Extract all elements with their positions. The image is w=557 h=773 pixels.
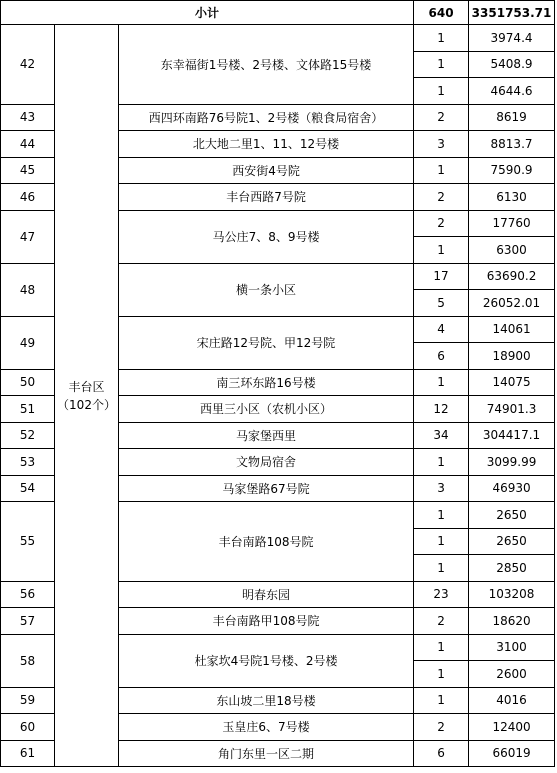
area-value: 17760 bbox=[469, 210, 555, 237]
community-name: 丰台南路108号院 bbox=[119, 502, 414, 582]
unit-count: 2 bbox=[414, 210, 469, 237]
row-number: 50 bbox=[1, 369, 55, 396]
summary-row bbox=[1, 1, 555, 25]
area-value: 7590.9 bbox=[469, 157, 555, 184]
community-name: 丰台西路7号院 bbox=[119, 184, 414, 211]
unit-count: 17 bbox=[414, 263, 469, 290]
community-name: 西安街4号院 bbox=[119, 157, 414, 184]
unit-count: 1 bbox=[414, 502, 469, 529]
district-cell bbox=[55, 25, 119, 767]
row-number: 49 bbox=[1, 316, 55, 369]
unit-count: 3 bbox=[414, 475, 469, 502]
unit-count: 6 bbox=[414, 740, 469, 767]
community-name: 马家堡西里 bbox=[119, 422, 414, 449]
row-number: 51 bbox=[1, 396, 55, 423]
unit-count: 1 bbox=[414, 51, 469, 78]
row-number: 56 bbox=[1, 581, 55, 608]
area-value: 2850 bbox=[469, 555, 555, 582]
row-number: 59 bbox=[1, 687, 55, 714]
area-value: 18900 bbox=[469, 343, 555, 370]
community-name: 宋庄路12号院、甲12号院 bbox=[119, 316, 414, 369]
community-name: 东幸福街1号楼、2号楼、文体路15号楼 bbox=[119, 25, 414, 105]
community-name: 南三环东路16号楼 bbox=[119, 369, 414, 396]
area-value: 14075 bbox=[469, 369, 555, 396]
summary-label: 小计 bbox=[1, 1, 414, 25]
row-number: 48 bbox=[1, 263, 55, 316]
unit-count: 1 bbox=[414, 25, 469, 52]
area-value: 14061 bbox=[469, 316, 555, 343]
area-value: 6130 bbox=[469, 184, 555, 211]
row-number: 58 bbox=[1, 634, 55, 687]
table-row bbox=[1, 25, 555, 52]
row-number: 44 bbox=[1, 131, 55, 158]
unit-count: 23 bbox=[414, 581, 469, 608]
unit-count: 1 bbox=[414, 661, 469, 688]
unit-count: 12 bbox=[414, 396, 469, 423]
community-name: 横一条小区 bbox=[119, 263, 414, 316]
area-value: 4016 bbox=[469, 687, 555, 714]
unit-count: 2 bbox=[414, 184, 469, 211]
area-value: 6300 bbox=[469, 237, 555, 264]
unit-count: 1 bbox=[414, 528, 469, 555]
unit-count: 2 bbox=[414, 608, 469, 635]
area-value: 66019 bbox=[469, 740, 555, 767]
unit-count: 1 bbox=[414, 78, 469, 105]
row-number: 53 bbox=[1, 449, 55, 476]
unit-count: 1 bbox=[414, 369, 469, 396]
community-name: 明春东园 bbox=[119, 581, 414, 608]
row-number: 61 bbox=[1, 740, 55, 767]
community-name: 角门东里一区二期 bbox=[119, 740, 414, 767]
row-number: 47 bbox=[1, 210, 55, 263]
unit-count: 3 bbox=[414, 131, 469, 158]
unit-count: 1 bbox=[414, 237, 469, 264]
community-name: 马公庄7、8、9号楼 bbox=[119, 210, 414, 263]
area-value: 12400 bbox=[469, 714, 555, 741]
community-name: 玉皇庄6、7号楼 bbox=[119, 714, 414, 741]
row-number: 43 bbox=[1, 104, 55, 131]
unit-count: 34 bbox=[414, 422, 469, 449]
unit-count: 4 bbox=[414, 316, 469, 343]
unit-count: 2 bbox=[414, 104, 469, 131]
community-name: 西四环南路76号院1、2号楼（粮食局宿舍） bbox=[119, 104, 414, 131]
district-note: （102个） bbox=[57, 397, 116, 412]
area-value: 3099.99 bbox=[469, 449, 555, 476]
area-value: 304417.1 bbox=[469, 422, 555, 449]
community-name: 丰台南路甲108号院 bbox=[119, 608, 414, 635]
unit-count: 1 bbox=[414, 449, 469, 476]
area-value: 2650 bbox=[469, 528, 555, 555]
community-name: 北大地二里1、11、12号楼 bbox=[119, 131, 414, 158]
table-body bbox=[1, 1, 555, 767]
area-value: 5408.9 bbox=[469, 51, 555, 78]
area-value: 2600 bbox=[469, 661, 555, 688]
area-value: 46930 bbox=[469, 475, 555, 502]
area-value: 2650 bbox=[469, 502, 555, 529]
area-value: 8619 bbox=[469, 104, 555, 131]
unit-count: 2 bbox=[414, 714, 469, 741]
summary-count: 640 bbox=[414, 1, 469, 25]
community-name: 东山坡二里18号楼 bbox=[119, 687, 414, 714]
area-value: 3974.4 bbox=[469, 25, 555, 52]
area-value: 18620 bbox=[469, 608, 555, 635]
row-number: 46 bbox=[1, 184, 55, 211]
area-value: 3100 bbox=[469, 634, 555, 661]
unit-count: 1 bbox=[414, 157, 469, 184]
summary-total: 3351753.71 bbox=[469, 1, 555, 25]
district-label bbox=[55, 378, 118, 414]
community-name: 马家堡路67号院 bbox=[119, 475, 414, 502]
row-number: 45 bbox=[1, 157, 55, 184]
unit-count: 5 bbox=[414, 290, 469, 317]
area-value: 26052.01 bbox=[469, 290, 555, 317]
area-value: 74901.3 bbox=[469, 396, 555, 423]
community-name: 西里三小区（农机小区） bbox=[119, 396, 414, 423]
area-value: 4644.6 bbox=[469, 78, 555, 105]
row-number: 54 bbox=[1, 475, 55, 502]
unit-count: 6 bbox=[414, 343, 469, 370]
row-number: 60 bbox=[1, 714, 55, 741]
unit-count: 1 bbox=[414, 555, 469, 582]
row-number: 52 bbox=[1, 422, 55, 449]
community-name: 杜家坎4号院1号楼、2号楼 bbox=[119, 634, 414, 687]
area-value: 8813.7 bbox=[469, 131, 555, 158]
community-name: 文物局宿舍 bbox=[119, 449, 414, 476]
area-value: 63690.2 bbox=[469, 263, 555, 290]
unit-count: 1 bbox=[414, 687, 469, 714]
row-number: 57 bbox=[1, 608, 55, 635]
district-name: 丰台区 bbox=[68, 379, 105, 394]
row-number: 42 bbox=[1, 25, 55, 105]
area-value: 103208 bbox=[469, 581, 555, 608]
unit-count: 1 bbox=[414, 634, 469, 661]
row-number: 55 bbox=[1, 502, 55, 582]
